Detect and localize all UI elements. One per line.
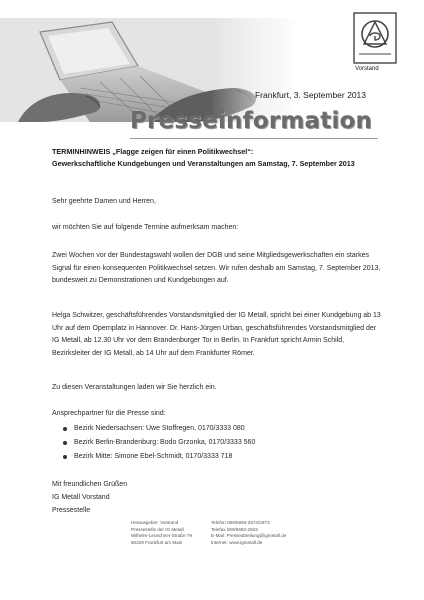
bullet-icon xyxy=(63,441,67,445)
subject-heading xyxy=(52,146,382,170)
closing-line-3: Pressestelle xyxy=(52,507,91,514)
body-paragraph-3: Zu diesen Veranstaltungen laden wir Sie herzlich ein. xyxy=(52,384,217,391)
body-paragraph-1: Zwei Wochen vor der Bundestagswahl wollen der DGB und seine Mitgliedsgewerkschaften ein starkes Signal für einen konsequenten Politikwechsel setzen. Wir rufen deshalb am Samstag, 7. September 2013, bundesweit zu Demonstrationen und Kundgebungen auf. xyxy=(52,252,381,284)
bullet-icon xyxy=(63,427,67,431)
closing-line-1: Mit freundlichen Grüßen xyxy=(52,481,128,488)
footer-line: Internet: www.igmetall.de xyxy=(211,539,263,545)
laptop-hands-image xyxy=(0,18,300,122)
list-item xyxy=(60,422,370,436)
contacts-list xyxy=(60,422,370,464)
header-photo xyxy=(0,18,300,122)
closing-line-2: IG Metall Vorstand xyxy=(52,494,110,501)
contact-text: Bezirk Berlin-Brandenburg: Bodo Grzonka, 0170/3333 560 xyxy=(74,439,256,446)
page-title: Presseinformation xyxy=(130,108,373,134)
footer-contact xyxy=(211,520,291,546)
ig-metall-logo-icon xyxy=(353,12,397,64)
title-divider xyxy=(130,138,378,139)
greeting: Sehr geehrte Damen und Herren, xyxy=(52,198,156,205)
contacts-heading: Ansprechpartner für die Presse sind: xyxy=(52,410,166,417)
contact-text: Bezirk Mitte: Simone Ebel-Schmidt, 0170/3333 718 xyxy=(74,453,233,460)
subject-line-2: Gewerkschaftliche Kundgebungen und Veranstaltungen am Samstag, 7. September 2013 xyxy=(52,159,355,168)
footer-line: Pressestelle der IG Metall xyxy=(131,526,184,532)
subject-line-1: TERMINHINWEIS „Flagge zeigen für einen Politikwechsel“: xyxy=(52,147,254,156)
list-item xyxy=(60,450,370,464)
closing-block xyxy=(52,478,252,517)
contact-text: Bezirk Niedersachsen: Uwe Stoffregen, 0170/3333 080 xyxy=(74,425,245,432)
footer-line: Telefon 069/6693-2574/2673 xyxy=(211,520,270,525)
intro-paragraph: wir möchten Sie auf folgende Termine aufmerksam machen: xyxy=(52,224,239,231)
footer-line: Herausgeber: Vorstand xyxy=(131,520,179,525)
footer-line: E-Mail: Presseabteilung@igmetall.de xyxy=(211,533,287,539)
footer-address xyxy=(131,520,203,546)
body-paragraph-2: Helga Schwitzer, geschäftsführendes Vorstandsmitglied der IG Metall, spricht bei einer Kundgebung ab 13 Uhr auf dem Opernplatz in Hannover. Dr. Hans-Jürgen Urban, geschäftsführendes Vorstandsmitglied der IG Metall, ab 12.30 Uhr vor dem Brandenburger Tor in Berlin. In Frankfurt spricht Armin Schild, Bezirksleiter der IG Metall, ab 14 Uhr auf dem Frankfurter Römer. xyxy=(52,312,381,357)
bullet-icon xyxy=(63,455,67,459)
footer-line: Telefax 069/6693-2843 xyxy=(211,526,258,532)
list-item xyxy=(60,436,370,450)
logo-caption: Vorstand xyxy=(355,66,379,72)
date-line: Frankfurt, 3. September 2013 xyxy=(254,90,366,100)
footer-line: 60329 Frankfurt am Main xyxy=(131,539,183,545)
ig-metall-logo xyxy=(353,12,397,64)
footer-line: Wilhelm-Leuschner-Straße 79 xyxy=(131,533,193,539)
